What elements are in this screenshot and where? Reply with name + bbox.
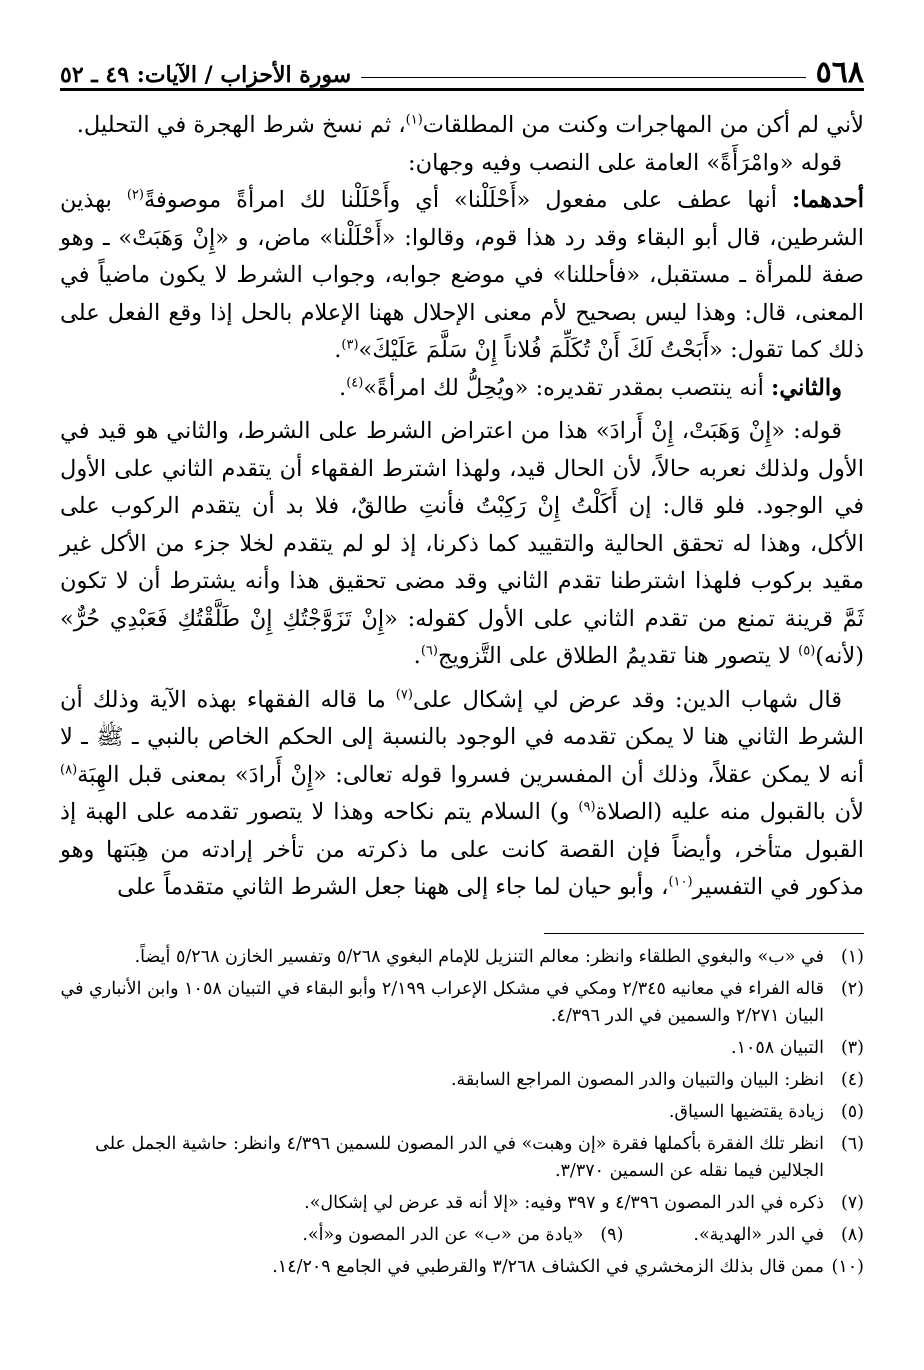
footnotes <box>60 944 864 1281</box>
footnote-ref[interactable]: (٩) <box>578 799 596 815</box>
footnote-number: (٣) <box>840 1037 864 1058</box>
footnote-separator <box>544 933 864 934</box>
footnote-text: انظر تلك الفقرة بأكملها فقرة «إن وهبت» في الدر المصون للسمين ٤/٣٩٦ وانظر: حاشية الجمل على الجلالين فيما نقله عن السمين ٣/٣٧٠. <box>95 1133 824 1181</box>
page-header <box>60 38 864 91</box>
footnote-text: انظر: البيان والتبيان والدر المصون المراجع السابقة. <box>450 1069 824 1090</box>
footnote-pair <box>60 1222 864 1249</box>
footnote-ref[interactable]: (٦) <box>420 643 438 659</box>
footnote-text: «يادة من «ب» عن الدر المصون و«أ». <box>302 1224 584 1245</box>
page-number: ٥٦٨ <box>815 55 864 90</box>
footnote-number: (٨) <box>840 1224 864 1245</box>
footnote-number: (٦) <box>840 1133 864 1154</box>
footnote <box>60 1099 864 1126</box>
footnote-number: (٩) <box>600 1224 624 1245</box>
paragraph: قوله: «إِنْ وَهَبَتْ، إِنْ أَرادَ» هذا من اعتراض الشرط على الشرط، والثاني هو قيد في الأول ولذلك نعربه حالاً، لأن الحال قيد، ولهذا اشترط الفقهاء أن يتقدم الثاني على الأول في الوجود. فلو قال: إن أَكَلْتُ إِنْ رَكِبْتُ فأنتِ طالقٌ، فلا بد أن يتقدم الركوب على الأكل، وهذا له تحقق الحالية والتقييد كما ذكرنا، إذ لو لم يتقدم لخلا جزء من الأكل غير مقيد بركوب فلهذا اشترطنا تقدم الثاني وقد مضى تحقيق هذا وأنه يشترط أن لا تكون ثَمَّ قرينة تمنع من تقدم الثاني على الأول كقوله: «إِنْ تَزَوَّجْتُكِ إِنْ طَلَّقْتُكِ فَعَبْدِي حُرٌّ» (لأنه)$^{(٥)}$ لا يتصور هنا تقديمُ الطلاق على التَّزويج$^{(٦)}$. <box>60 418 864 669</box>
paragraph: والثاني: أنه ينتصب بمقدر تقديره: «ويُحِلُّ لك امرأةً»$^{(٤)}$. <box>339 374 842 401</box>
footnote <box>60 976 864 1030</box>
footnote-number: (٢) <box>840 978 864 999</box>
footnote-text: ممن قال بذلك الزمخشري في الكشاف ٣/٢٦٨ والقرطبي في الجامع ١٤/٢٠٩. <box>272 1256 824 1277</box>
footnote-number: (٧) <box>840 1192 864 1213</box>
footnote-ref[interactable]: (٧) <box>395 687 413 702</box>
footnote-number: (٥) <box>840 1101 864 1122</box>
footnote <box>60 944 864 971</box>
footnote-ref[interactable]: (٣) <box>341 337 359 353</box>
footnote-number: (٤) <box>840 1069 864 1090</box>
paragraph: لأني لم أكن من المهاجرات وكنت من المطلقات$^{(١)}$، ثم نسخ شرط الهجرة في التحليل. <box>76 112 864 138</box>
footnote-ref[interactable]: (٥) <box>798 643 816 659</box>
footnote-ref[interactable]: (١٠) <box>668 874 693 890</box>
paragraph-lead: والثاني: <box>771 374 842 401</box>
footnote-number: (١٠) <box>831 1256 864 1277</box>
footnote-text: قاله الفراء في معانيه ٢/٣٤٥ ومكي في مشكل الإعراب ٢/١٩٩ وأبو البقاء في التبيان ١٠٥٨ وابن الأنباري في البيان ٢/٢٧١ والسمين في الدر ٤/٣٩٦. <box>60 978 824 1026</box>
footnote <box>60 1131 864 1185</box>
running-title: سورة الأحزاب / الآيات: ٤٩ ـ ٥٢ <box>60 62 352 88</box>
footnote-text: ذكره في الدر المصون ٤/٣٩٦ و ٣٩٧ وفيه: «إلا أنه قد عرض لي إشكال». <box>304 1192 824 1213</box>
footnote-text: التبيان ١٠٥٨. <box>731 1037 824 1058</box>
footnote <box>302 1222 623 1249</box>
footnote-ref[interactable]: (٢) <box>126 187 144 203</box>
paragraph: قال شهاب الدين: وقد عرض لي إشكال على$^{(٧)}$ ما قاله الفقهاء بهذه الآية وذلك أن الشرط الثاني هنا لا يمكن تقدمه في الوجود بالنسبة إلى الحكم الخاص بالنبي ـ ﷺ ـ لا أنه لا يمكن عقلاً، وذلك أن المفسرين فسروا قوله تعالى: «إِنْ أَرادَ» بمعنى قبل الهِبَة$^{(٨)}$ لأن بالقبول منه عليه (الصلاة$^{(٩)}$ و) السلام يتم نكاحه وهذا لا يتصور تقدمه على الهبة إذ القبول متأخر، وأيضاً فإن القصة كانت على ما ذكرته من تأخر إرادته من هِبَتها وهو مذكور في التفسير$^{(١٠)}$، وأبو حيان لما جاء إلى ههنا جعل الشرط الثاني متقدماً على <box>60 686 864 900</box>
footnote <box>693 1222 864 1249</box>
footnote-ref[interactable]: (٤) <box>346 375 364 390</box>
paragraph: قوله «وامْرَأَةً» العامة على النصب وفيه وجهان: <box>407 149 842 176</box>
footnote-text: في الدر «الهدية». <box>693 1224 824 1245</box>
footnote <box>60 1035 864 1062</box>
footnote-ref[interactable]: (١) <box>405 112 423 128</box>
footnote <box>60 1067 864 1094</box>
paragraph-lead: أحدهما: <box>791 187 864 213</box>
footnote <box>60 1190 864 1217</box>
footnote <box>60 1254 864 1281</box>
header-rule <box>361 77 805 78</box>
footnote-ref[interactable]: (٨) <box>60 762 78 777</box>
main-text <box>60 107 864 907</box>
paragraph: أحدهما: أنها عطف على مفعول «أَحْلَلْنا» أي وأَحْلَلْنا لك امرأةً موصوفةً$^{(٢)}$ بهذين الشرطين، قال أبو البقاء وقد رد هذا قوم، وقالوا: «أَحْلَلْنا» ماض، و «إِنْ وَهَبَتْ» ـ وهو صفة للمرأة ـ مستقبل، «فأحللنا» في موضع جوابه، وجواب الشرط لا يكون ماضياً في المعنى، قال: وهذا ليس بصحيح لأم معنى الإحلال ههنا الإعلام بالحل إذا وقع الفعل على ذلك كما تقول: «أَبَحْتُ لَكَ أَنْ تُكَلِّمَ فُلاناً إِنْ سَلَّمَ عَلَيْكَ»$^{(٣)}$. <box>60 187 864 363</box>
footnote-number: (١) <box>840 946 864 967</box>
footnote-text: في «ب» والبغوي الطلقاء وانظر: معالم التنزيل للإمام البغوي ٥/٢٦٨ وتفسير الخازن ٥/٢٦٨ أيضاً. <box>134 946 824 967</box>
footnote-text: زيادة يقتضيها السياق. <box>668 1101 824 1122</box>
